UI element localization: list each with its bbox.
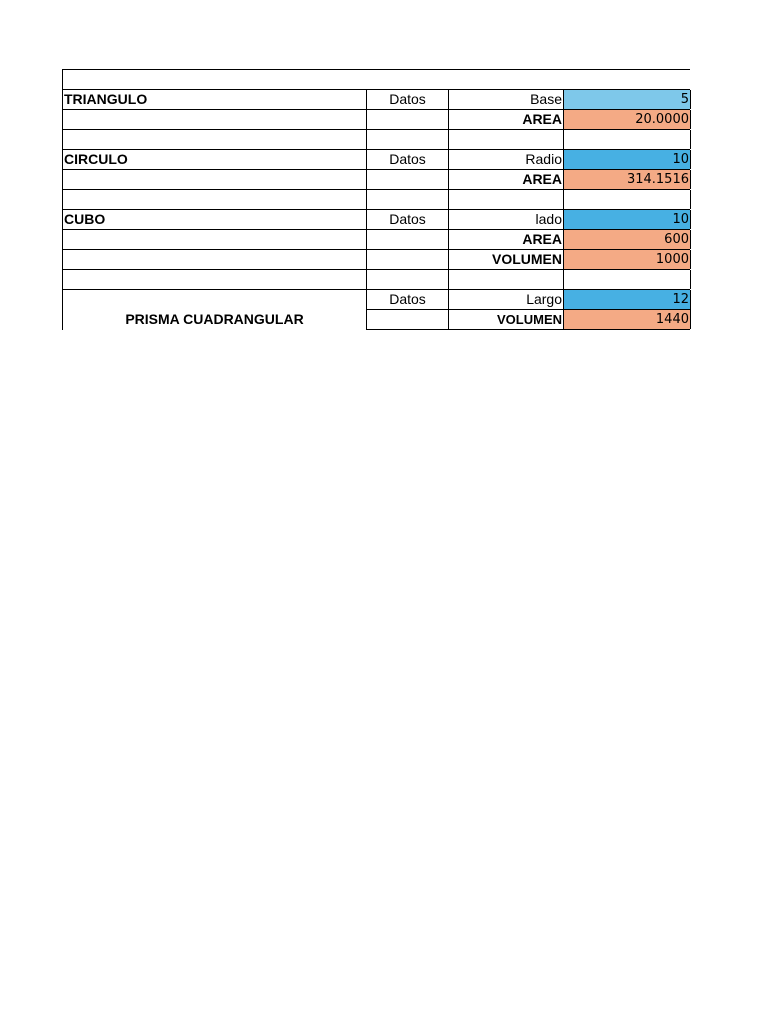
triangulo-area-value[interactable]: 20.0000: [564, 110, 691, 129]
circulo-area-row: [62, 170, 690, 190]
cubo-lado-value[interactable]: 10: [564, 210, 691, 229]
empty-cell[interactable]: [367, 250, 449, 269]
prisma-volumen-value[interactable]: 1440: [564, 310, 691, 329]
circulo-area-value[interactable]: 314.1516: [564, 170, 691, 189]
empty-cell[interactable]: [63, 230, 367, 249]
empty-cell[interactable]: [367, 230, 449, 249]
empty-cell[interactable]: [367, 170, 449, 189]
prisma-largo-row: [367, 290, 691, 310]
circulo-radio-label[interactable]: Radio: [449, 150, 564, 169]
spreadsheet: [62, 69, 690, 330]
empty-cell[interactable]: [63, 270, 367, 289]
cubo-datos-label[interactable]: Datos: [367, 210, 449, 229]
cubo-title[interactable]: CUBO: [63, 210, 367, 229]
triangulo-area-row: [62, 110, 690, 130]
triangulo-row: [62, 90, 690, 110]
prisma-datos-label[interactable]: Datos: [367, 290, 449, 309]
prisma-largo-value[interactable]: 12: [564, 290, 691, 309]
header-row[interactable]: [62, 69, 690, 90]
cubo-lado-label[interactable]: lado: [449, 210, 564, 229]
triangulo-base-label[interactable]: Base: [449, 90, 564, 109]
triangulo-title[interactable]: TRIANGULO: [63, 90, 367, 109]
empty-cell[interactable]: [367, 190, 449, 209]
circulo-datos-label[interactable]: Datos: [367, 150, 449, 169]
circulo-row: [62, 150, 690, 170]
empty-cell[interactable]: [367, 270, 449, 289]
empty-cell[interactable]: [564, 270, 691, 289]
cubo-volumen-value[interactable]: 1000: [564, 250, 691, 269]
empty-cell[interactable]: [63, 190, 367, 209]
cubo-volumen-row: [62, 250, 690, 270]
prisma-volumen-row: [367, 310, 691, 329]
empty-cell[interactable]: [564, 190, 691, 209]
cubo-area-label[interactable]: AREA: [449, 230, 564, 249]
prisma-title[interactable]: PRISMA CUADRANGULAR: [63, 290, 367, 330]
prisma-block: [62, 290, 690, 330]
spacer-row: [62, 190, 690, 210]
prisma-largo-label[interactable]: Largo: [449, 290, 564, 309]
circulo-radio-value[interactable]: 10: [564, 150, 691, 169]
cubo-area-value[interactable]: 600: [564, 230, 691, 249]
spacer-row: [62, 130, 690, 150]
empty-cell[interactable]: [449, 190, 564, 209]
cubo-area-row: [62, 230, 690, 250]
circulo-area-label[interactable]: AREA: [449, 170, 564, 189]
empty-cell[interactable]: [63, 170, 367, 189]
triangulo-datos-label[interactable]: Datos: [367, 90, 449, 109]
empty-cell[interactable]: [367, 310, 449, 329]
empty-cell[interactable]: [449, 270, 564, 289]
empty-cell[interactable]: [367, 130, 449, 149]
prisma-volumen-label[interactable]: VOLUMEN: [449, 310, 564, 329]
circulo-title[interactable]: CIRCULO: [63, 150, 367, 169]
empty-cell[interactable]: [449, 130, 564, 149]
cubo-row: [62, 210, 690, 230]
triangulo-base-value[interactable]: 5: [564, 90, 691, 109]
empty-cell[interactable]: [63, 130, 367, 149]
triangulo-area-label[interactable]: AREA: [449, 110, 564, 129]
spacer-row: [62, 270, 690, 290]
empty-cell[interactable]: [367, 110, 449, 129]
cubo-volumen-label[interactable]: VOLUMEN: [449, 250, 564, 269]
empty-cell[interactable]: [564, 130, 691, 149]
empty-cell[interactable]: [63, 250, 367, 269]
empty-cell[interactable]: [63, 110, 367, 129]
